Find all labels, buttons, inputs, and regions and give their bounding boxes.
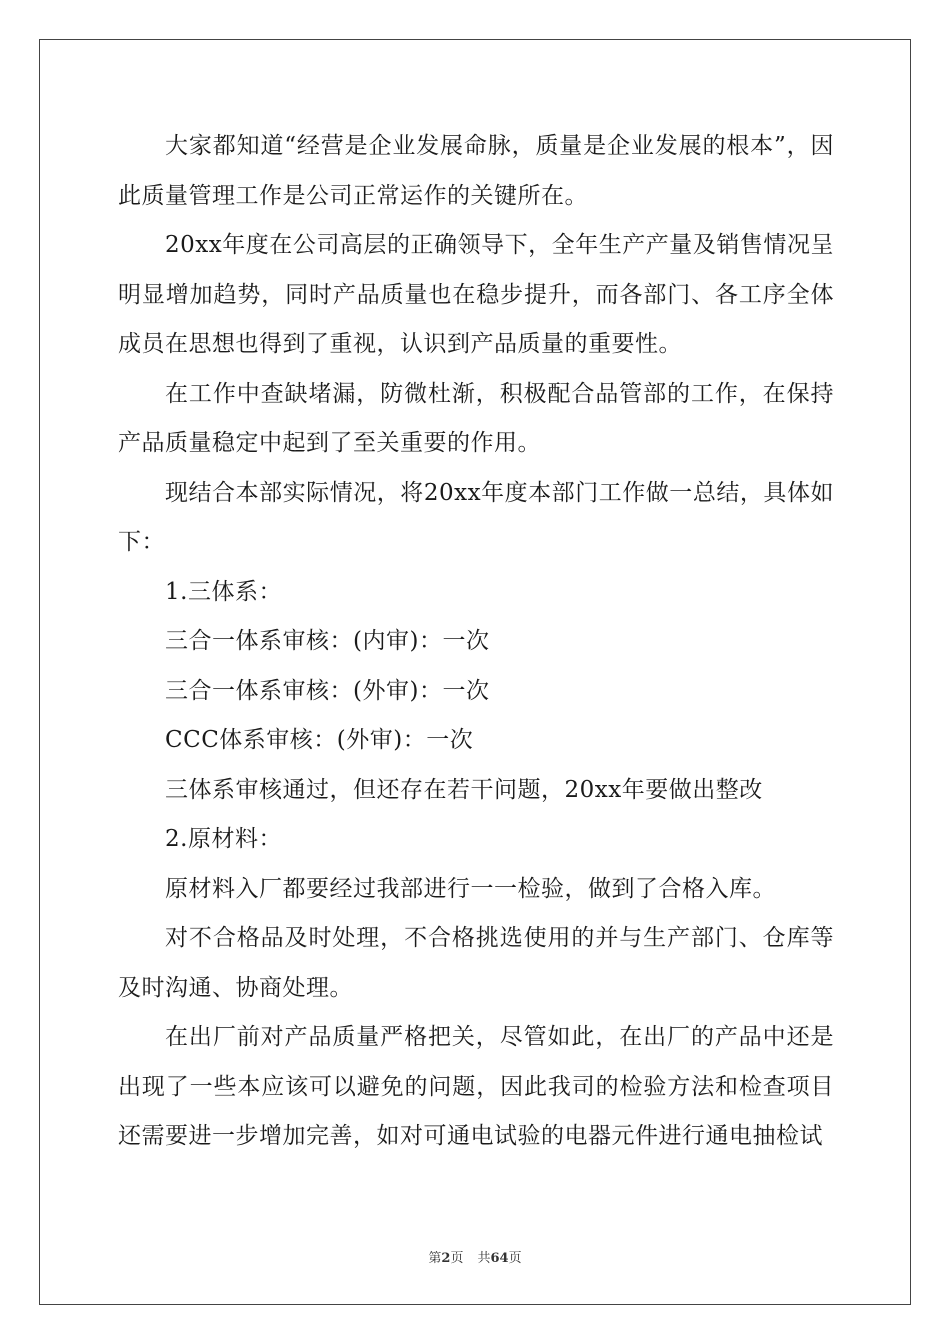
page-suffix: 页 xyxy=(450,1251,464,1266)
paragraph: 20xx年度在公司高层的正确领导下，全年生产产量及销售情况呈明显增加趋势，同时产品质量也在稳步提升，而各部门、各工序全体成员在思想也得到了重视，认识到产品质量的重要性。 xyxy=(118,232,834,357)
page-footer xyxy=(0,1247,950,1266)
paragraph: 在工作中查缺堵漏，防微杜渐，积极配合品管部的工作，在保持产品质量稳定中起到了至关重要的作用。 xyxy=(118,380,834,456)
paragraph: 现结合本部实际情况，将20xx年度本部门工作做一总结，具体如下： xyxy=(118,479,834,555)
paragraph: 原材料入厂都要经过我部进行一一检验，做到了合格入库。 xyxy=(165,875,776,902)
paragraph: 三合一体系审核：(内审)：一次 xyxy=(165,628,490,654)
paragraph: 三合一体系审核：(外审)：一次 xyxy=(165,677,490,704)
section-heading: 2.原材料： xyxy=(165,826,282,852)
total-prefix: 共 xyxy=(477,1251,491,1266)
paragraph: 在出厂前对产品质量严格把关，尽管如此，在出厂的产品中还是出现了一些本应该可以避免的问题，因此我司的检验方法和检查项目还需要进一步增加完善，如对可通电试验的电器元件进行通电抽检试 xyxy=(118,1024,834,1149)
paragraph: 三体系审核通过，但还存在若干问题，20xx年要做出整改 xyxy=(165,776,763,803)
page-number: 2 xyxy=(441,1251,451,1266)
total-suffix: 页 xyxy=(508,1251,522,1266)
paragraph: CCC体系审核：(外审)：一次 xyxy=(165,727,474,753)
section-heading: 1.三体系： xyxy=(165,578,282,605)
total-pages: 64 xyxy=(490,1251,509,1266)
page-prefix: 第 xyxy=(428,1251,442,1266)
paragraph: 对不合格品及时处理，不合格挑选使用的并与生产部门、仓库等及时沟通、协商处理。 xyxy=(118,925,834,1001)
paragraph: 大家都知道“经营是企业发展命脉，质量是企业发展的根本”，因此质量管理工作是公司正常运作的关键所在。 xyxy=(118,133,834,209)
document-body xyxy=(118,122,834,1162)
